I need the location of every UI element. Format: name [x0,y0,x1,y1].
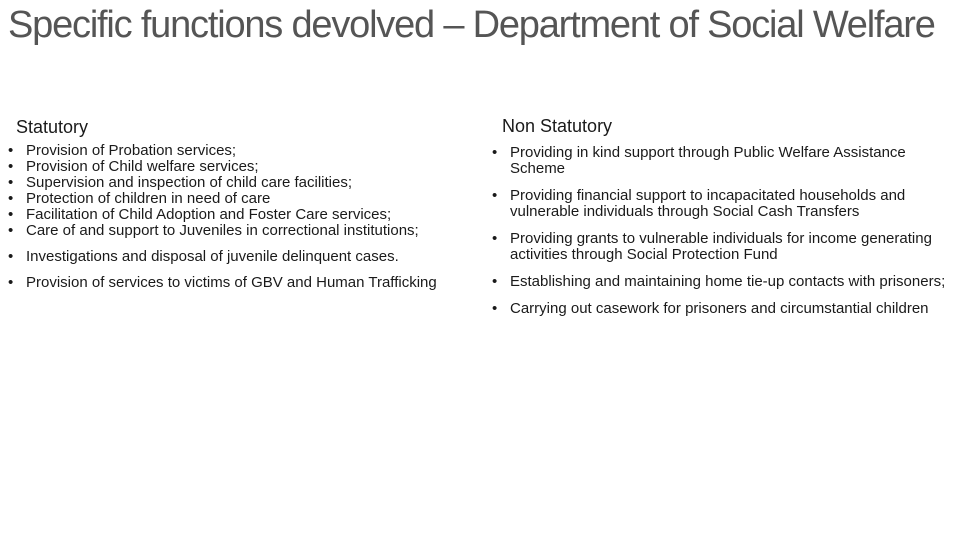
slide-title: Specific functions devolved – Department of Social Welfare [8,4,935,46]
non-statutory-heading: Non Statutory [502,116,613,136]
statutory-heading: Statutory [16,117,89,137]
statutory-item: • Facilitation of Child Adoption and Foster Care services; [8,207,473,223]
statutory-item: • Investigations and disposal of juvenile delinquent cases. [8,249,473,265]
non-statutory-item: • Providing grants to vulnerable individuals for income generating activities through Social Protection Fund [492,231,952,263]
non-statutory-item: • Providing in kind support through Public Welfare Assistance Scheme [492,145,952,177]
statutory-list [8,143,473,301]
non-statutory-list [492,145,952,328]
statutory-item: • Protection of children in need of care [8,191,473,207]
non-statutory-item: • Carrying out casework for prisoners and circumstantial children [492,301,952,317]
statutory-item: • Provision of services to victims of GBV and Human Trafficking [8,275,473,291]
statutory-item: • Supervision and inspection of child care facilities; [8,175,473,191]
non-statutory-item: • Providing financial support to incapacitated households and vulnerable individuals through Social Cash Transfers [492,188,952,220]
statutory-item: • Provision of Child welfare services; [8,159,473,175]
non-statutory-item: • Establishing and maintaining home tie-up contacts with prisoners; [492,274,952,290]
statutory-item: • Care of and support to Juveniles in correctional institutions; [8,223,473,239]
statutory-item: • Provision of Probation services; [8,143,473,159]
